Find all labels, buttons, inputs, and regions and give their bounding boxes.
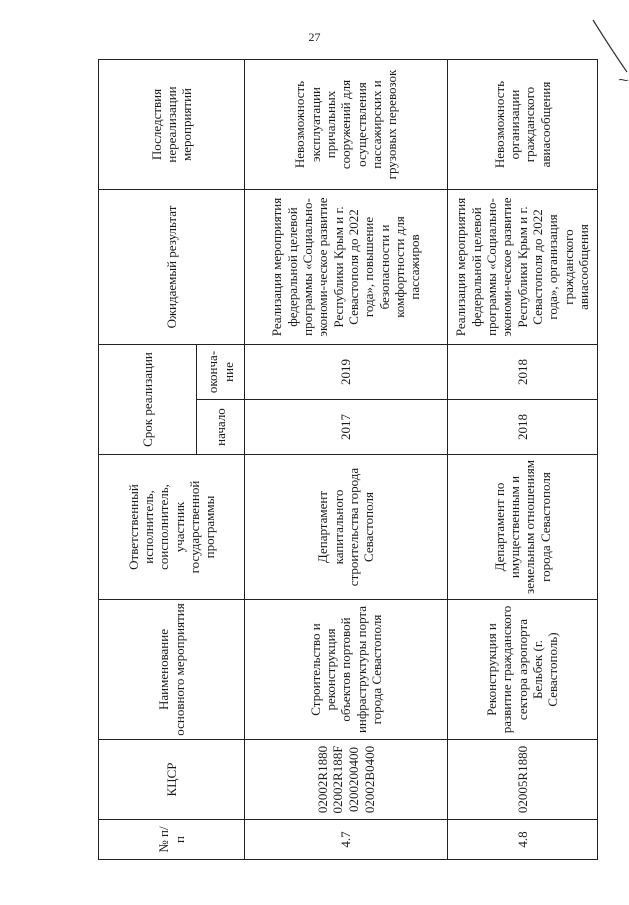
table-container xyxy=(98,60,598,860)
row-result: Реализация мероприятия федеральной целевой программы «Социально-экономи-ческое развитие Республики Крым и г. Севастополя до 2022 года», повышение безопасности и комфортности для пассажиров xyxy=(245,190,447,345)
row-end: 2018 xyxy=(447,345,597,400)
header-name: Наименование основного мероприятия xyxy=(99,600,245,740)
header-start: начало xyxy=(197,400,245,455)
header-consequences: Последствия нереализации мероприятий xyxy=(99,60,245,190)
row-executor: Департамент капитального строительства города Севастополя xyxy=(245,455,447,600)
header-row xyxy=(99,60,197,860)
page-number: 27 xyxy=(308,30,321,44)
row-consequences: Невозможность организации гражданского авиасообщения xyxy=(447,60,597,190)
row-kcsr xyxy=(447,740,597,820)
row-number: 4.7 xyxy=(245,820,447,860)
kcsr-code: 02002B0400 xyxy=(361,745,377,814)
row-start: 2018 xyxy=(447,400,597,455)
kcsr-code: 02002R1880 xyxy=(314,745,330,814)
header-term: Срок реализации xyxy=(99,345,197,455)
row-number: 4.8 xyxy=(447,820,597,860)
header-end: оконча-ние xyxy=(197,345,245,400)
table-row xyxy=(447,60,597,860)
row-start: 2017 xyxy=(245,400,447,455)
header-num: № п/п xyxy=(99,820,245,860)
kcsr-code: 02002R188F xyxy=(330,745,346,814)
activities-table xyxy=(98,59,598,860)
row-name: Реконструкция и развитие гражданского сектора аэропорта Бельбек (г. Севастополь) xyxy=(447,600,597,740)
row-executor: Департамент по имущественным и земельным отношениям города Севастополя xyxy=(447,455,597,600)
kcsr-code: 02005R1880 xyxy=(514,745,530,814)
header-kcsr: КЦСР xyxy=(99,740,245,820)
row-result: Реализация мероприятия федеральной целевой программы «Социально-экономи-ческое развитие Республики Крым и г. Севастополя до 2022 года», организация гражданского авиасообщения xyxy=(447,190,597,345)
header-result: Ожидаемый результат xyxy=(99,190,245,345)
kcsr-code: 0200200400 xyxy=(345,747,361,812)
row-name: Строительство и реконструкция объектов портовой инфраструктуры порта города Севастополя xyxy=(245,600,447,740)
header-executor: Ответственный исполнитель, соисполнитель, участник государственной программы xyxy=(99,455,245,600)
table-row xyxy=(245,60,447,860)
row-consequences: Невозможность эксплуатации причальных сооружений для осуществления пассажирских и грузовых перевозок xyxy=(245,60,447,190)
row-end: 2019 xyxy=(245,345,447,400)
row-kcsr xyxy=(245,740,447,820)
